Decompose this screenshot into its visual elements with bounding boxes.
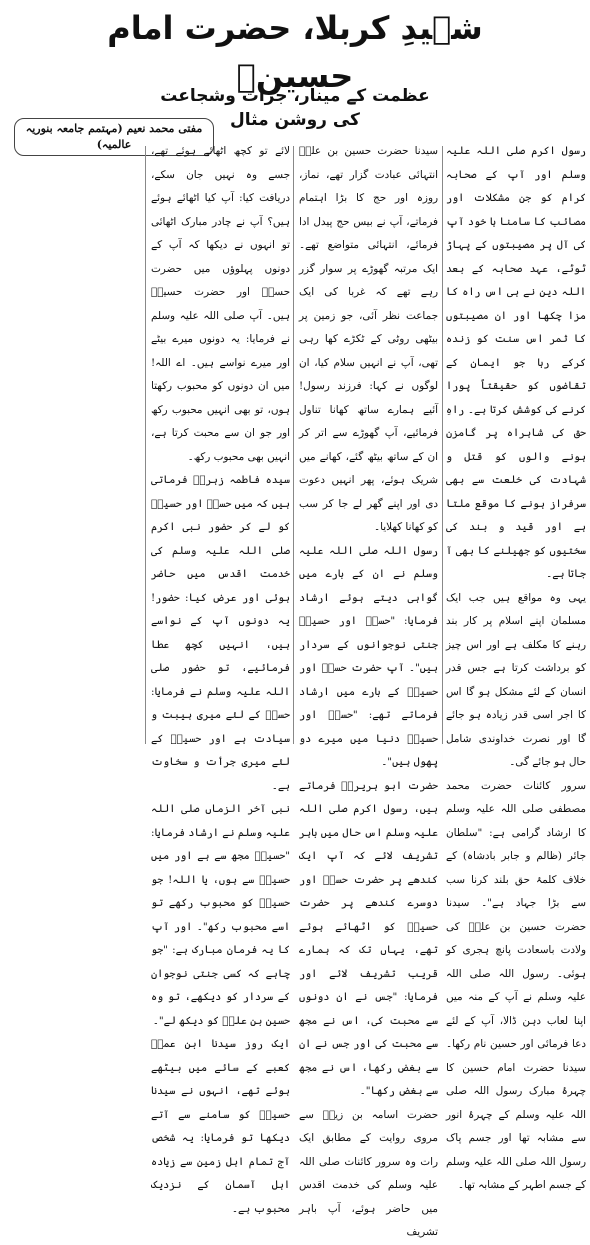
- text-column-2: [299, 140, 438, 1238]
- text-column-4: [4, 140, 142, 746]
- paragraph: نبی آخر الزماں صلی اللہ علیہ وسلم نے ارشاد فرمایا: "حسینؓ مجھ سے ہے اور میں حسینؓ سے ہوں، یا اللہ! جو حسینؓ کو محبوب رکھے تو اسے محبوب رکھ"۔ اور آپ کا یہ فرمان مبارک ہے: "جو چاہے کہ کسی جنتی نوجوان کے سردار کو دیکھے، تو وہ حسین بن علیؓ کو دیکھ لے"۔: [151, 803, 290, 1027]
- paragraph: سرور کائنات حضرت محمد مصطفی صلی اللہ علیہ وسلم کا ارشاد گرامی ہے: "سلطان جائر (ظالم و جابر بادشاہ) کے خلاف کلمۂ حق بلند کرنا سب سے بڑا جہاد ہے"۔ سیدنا حضرت حسین بن علیؓ کی ولادت باسعادت پانچ ہجری کو ہوئی۔ رسول اللہ صلی اللہ علیہ وسلم نے آپ کے منہ میں اپنا لعاب دہن ڈالا، آپ کے لئے دعا فرمائی اور حسین نام رکھا۔ سیدنا حضرت امام حسین کا چہرۂ مبارک رسول اللہ صلی اللہ علیہ وسلم کے چہرۂ انور سے مشابہ تھا اور جسم پاک رسول اللہ صلی اللہ علیہ وسلم کے جسم اطہر کے مشابہ تھا۔: [446, 779, 586, 1191]
- text-column-3: [151, 140, 290, 1215]
- paragraph: رسول اللہ صلی اللہ علیہ وسلم نے ان کے بارے میں گواہی دیتے ہوئے ارشاد فرمایا: "حسنؓ اور حسینؓ جنتی نوجوانوں کے سردار ہیں"۔ آپ حضرت حسنؓ اور حسینؓ کے بارے میں ارشاد فرماتے تھے: "حسنؓ اور حسینؓ دنیا میں میرے دو پھول ہیں"۔: [299, 544, 438, 768]
- paragraph: لائے تو کچھ اٹھائے ہوئے تھے، جسے وہ نہیں جان سکے، دریافت کیا: آپ کیا اٹھائے ہوئے ہیں؟ آپ نے چادر مبارک اٹھائی تو انہوں نے دیکھا کہ آپ کے دونوں پہلوؤں میں حضرت حسنؓ اور حضرت حسینؓ ہیں۔ آپ صلی اللہ علیہ وسلم نے فرمایا: یہ دونوں میرے بیٹے اور میرے نواسے ہیں۔ اے اللہ! میں ان دونوں کو محبوب رکھتا ہوں، تو بھی انہیں محبوب رکھ اور جو ان سے محبت کرتا ہے، انہیں بھی محبوب رکھ۔: [151, 145, 290, 463]
- paragraph: رسول اکرم صلی اللہ علیہ وسلم اور آپ کے صحابہ کرام کو جن مشکلات اور مصائب کا سامنا ہا خود آپ کی آل پر مصیبتوں کے پہاڑ ٹوٹے، عہد صحابہ کے بعد اللہ دین نے ہی اس راہ کا مزا چکھا اور ان مصیبتوں کا ثمر اس سنت کو زندہ کرکے رہا جو ایمان کے تقاضوں کو حقیقتاً پورا کرنے کی کوشش کرتا ہے۔ راہِ حق کی شاہراہ پر گامزن ہونے والوں کو قتل و شہادت کی خلعت سے بھی سرفراز ہونے کا موقع ملتا ہے اور قید و بند کی سختیوں کو جھیلنے کا بھی آ جاتا ہے۔: [446, 145, 586, 580]
- paragraph: حضرت ابو ہریرہؓ فرماتے ہیں، رسول اکرم صلی اللہ علیہ وسلم اس حال میں باہر تشریف لائے کہ آپ ایک کندھے پر حضرت حسنؓ اور دوسرے کندھے پر حضرت حسینؓ کو اٹھائے ہوئے تھے، یہاں تک کہ ہمارے قریب تشریف لائے اور فرمایا: "جس نے ان دونوں سے محبت کی، اس نے مجھ سے محبت کی اور جس نے ان سے بغض رکھا، اس نے مجھ سے بغض رکھا"۔: [299, 779, 438, 1097]
- author-byline: مفتی محمد نعیم (مہتمم جامعہ بنوریہ عالمیہ): [14, 118, 214, 156]
- paragraph: ایک روز سیدنا ابن عمرؓ کعبے کے سائے میں بیٹھے ہوئے تھے، انہوں نے سیدنا حسینؓ کو سامنے سے آتے دیکھا تو فرمایا: یہ شخص آج تمام اہل زمین سے زیادہ اہل آسمان کے نزدیک محبوب ہے۔: [151, 1038, 290, 1215]
- paragraph: یہی وہ مواقع ہیں جب ایک مسلمان اپنے اسلام پر کار بند رہنے کا مکلف ہے اور اس چیز کو برداشت کرتا ہے جس قدر انسان کے لئے مشکل ہو گا اس کا اجر اسی قدر زیادہ ہو جائے گا اور نصرت خداوندی شامل حال ہو جائے گی۔: [446, 591, 586, 768]
- paragraph: حضرت اسامہ بن زیدؓ سے مروی روایت کے مطابق ایک رات وہ سرور کائنات صلی اللہ علیہ وسلم کی خدمت اقدس میں حاضر ہوئے، آپ باہر تشریف: [299, 1108, 438, 1238]
- paragraph: سیدنا حضرت حسین بن علیؓ انتہائی عبادت گزار تھے، نماز، روزہ اور حج کا بڑا اہتمام فرماتے، آپ نے بیس حج پیدل ادا فرمائے، انتہائی متواضع تھے۔ ایک مرتبہ گھوڑے پر سوار گزر رہے تھے کہ غربا کی ایک جماعت نظر آئی، جو زمین پر بیٹھی روٹی کے ٹکڑے کھا رہی تھی، آپ نے انہیں سلام کیا، ان لوگوں نے کہا: فرزند رسول! آئیے ہمارے ساتھ کھانا تناول فرمائیے، آپ گھوڑے سے اتر کر ان کے ساتھ بیٹھ گئے، کھانے میں شریک ہوئے، پھر انہیں دعوت دی اور اپنے گھر لے جا کر سب کو کھانا کھلایا۔: [299, 145, 438, 533]
- article-title: شہیدِ کربلا، حضرت امام حسینؓ: [107, 9, 483, 95]
- column-divider: [442, 146, 443, 744]
- paragraph: سیدہ فاطمہ زہراؓ فرماتی ہیں کہ میں حسنؓ اور حسینؓ کو لے کر حضور نبی اکرم صلی اللہ علیہ وسلم کی خدمت اقدس میں حاضر ہوئی اور عرض کیا: حضور! یہ دونوں آپ کے نواسے ہیں، انہیں کچھ عطا فرمائیے، تو حضور صلی اللہ علیہ وسلم نے فرمایا: حسنؓ کے لئے میری ہیبت و سیادت ہے اور حسینؓ کے لئے میری جرأت و سخاوت ہے۔: [151, 474, 290, 792]
- column-divider: [145, 146, 146, 744]
- article-subtitle: عظمت کے مینار، جرأت وشجاعت کی روشن مثال: [160, 86, 430, 130]
- text-column-1: [446, 140, 586, 1191]
- column-divider: [293, 146, 294, 744]
